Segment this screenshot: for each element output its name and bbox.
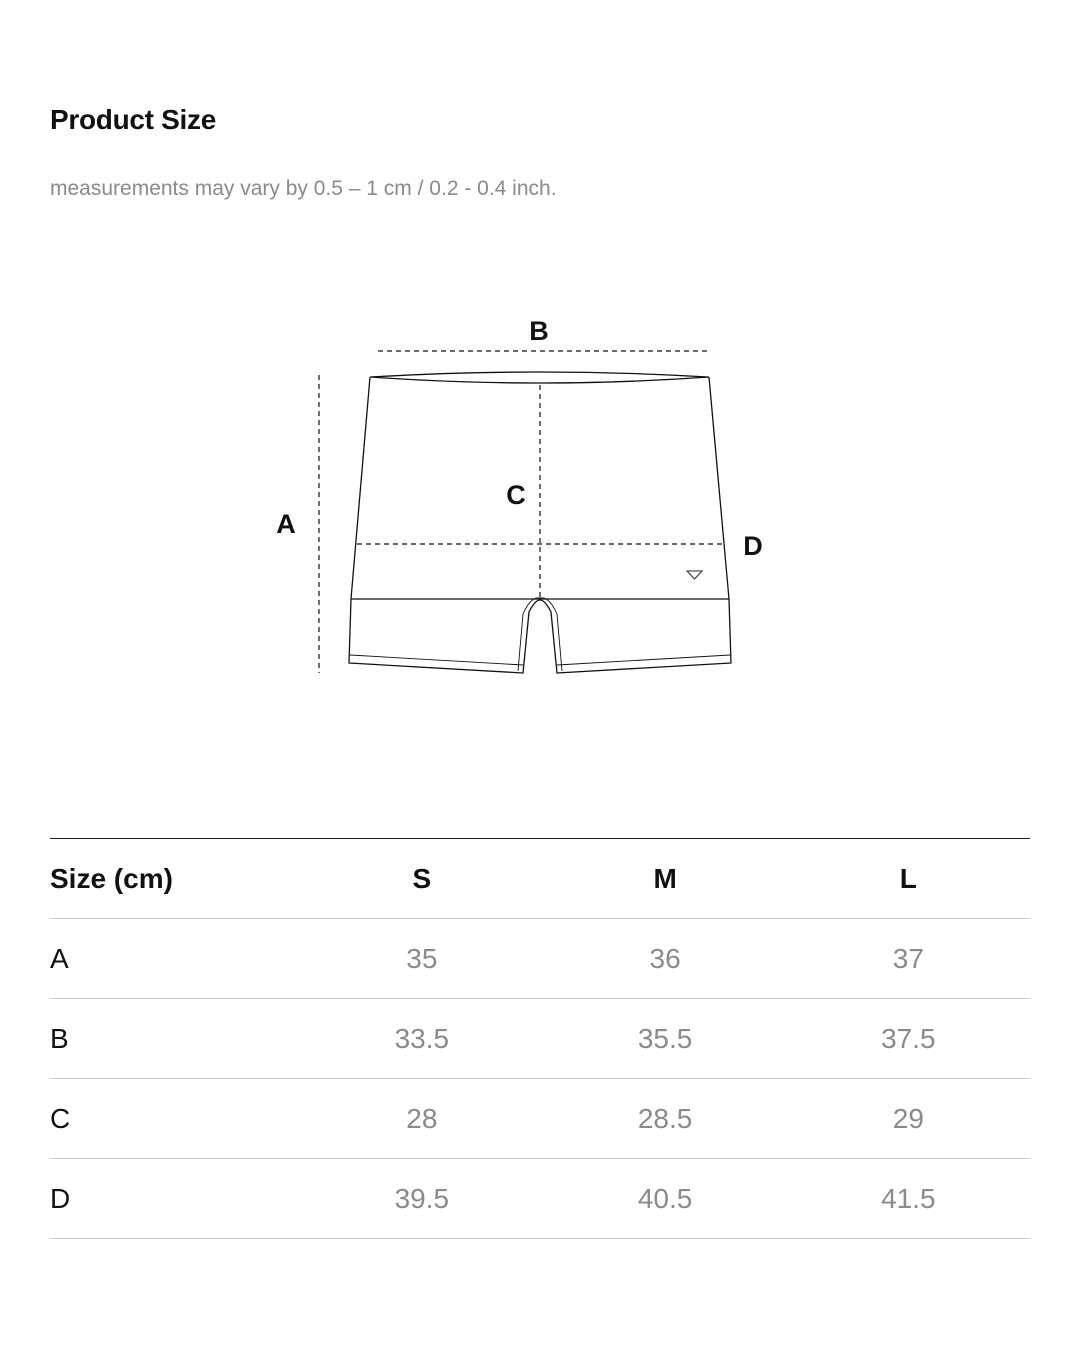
cell-value: 41.5 [881, 1182, 936, 1214]
page-title: Product Size [50, 104, 216, 135]
cell-value: 37.5 [881, 1022, 936, 1054]
row-label: A [50, 942, 69, 974]
label-a: A [276, 509, 296, 539]
left-leg-outline [349, 599, 540, 673]
cell-value: 28 [406, 1102, 438, 1134]
cell-value: 29 [892, 1102, 924, 1134]
size-header-l: L [899, 862, 917, 894]
logo-triangle-icon [687, 571, 702, 579]
table-header-row [50, 839, 1030, 919]
cell-value: 36 [649, 942, 681, 974]
cell-value: 40.5 [637, 1182, 693, 1214]
measurement-note: measurements may vary by 0.5 – 1 cm / 0.2 - 0.4 inch. [50, 177, 557, 200]
row-label: B [50, 1022, 69, 1054]
table-row [50, 919, 1030, 999]
label-b: B [529, 316, 549, 346]
label-d: D [743, 531, 763, 561]
size-unit-header: Size (cm) [50, 862, 173, 894]
table-row [50, 999, 1030, 1079]
size-table [50, 838, 1030, 1239]
cell-value: 35.5 [637, 1022, 693, 1054]
cell-value: 39.5 [394, 1182, 450, 1214]
right-leg-outline [540, 599, 731, 673]
table-row [50, 1079, 1030, 1159]
table-row [50, 1159, 1030, 1239]
label-c: C [506, 480, 526, 510]
row-label: D [50, 1182, 71, 1214]
size-header-s: S [412, 862, 432, 894]
cell-value: 37 [892, 942, 924, 974]
waistband-outline [370, 377, 709, 383]
cell-value: 28.5 [637, 1102, 693, 1134]
size-header-m: M [653, 862, 677, 894]
cell-value: 33.5 [394, 1022, 450, 1054]
row-label: C [50, 1102, 71, 1134]
cell-value: 35 [406, 942, 438, 974]
